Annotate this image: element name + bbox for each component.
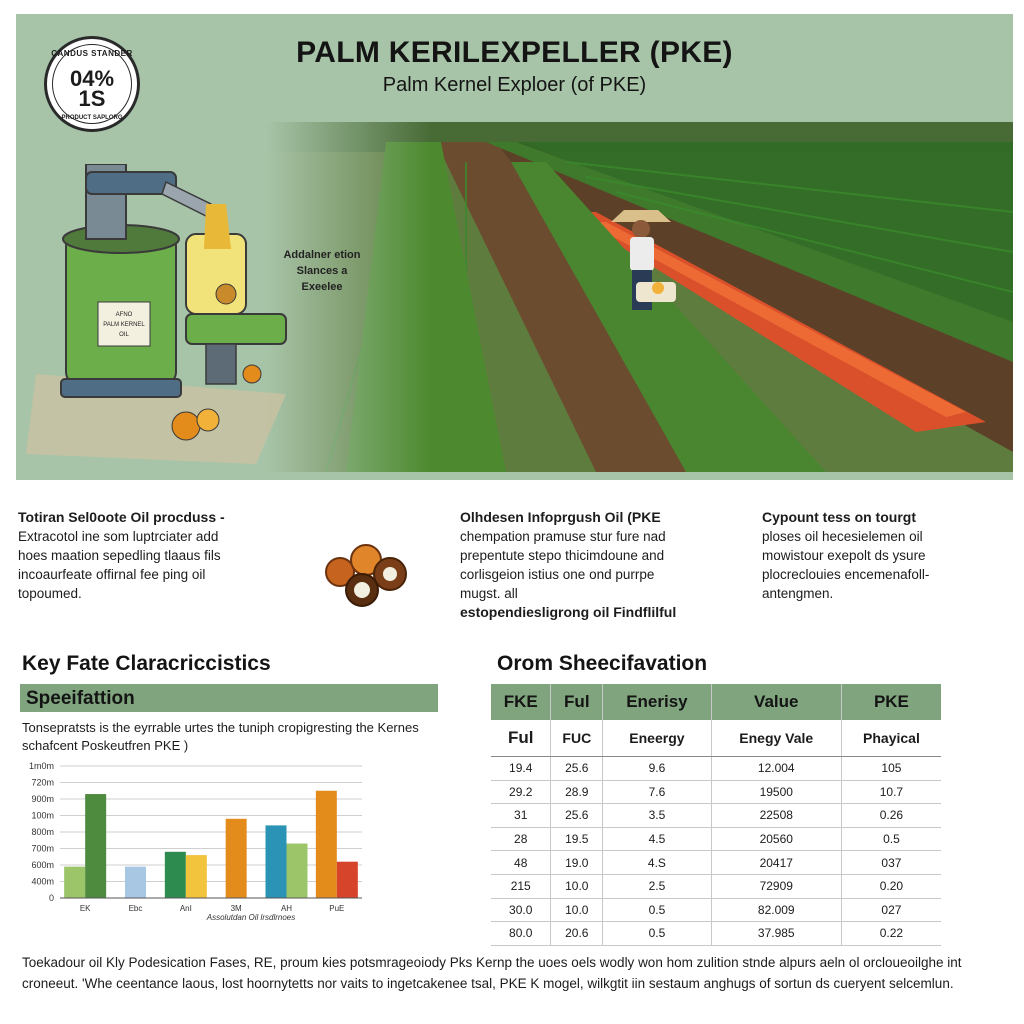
- table-header-cell: Value: [711, 684, 841, 720]
- table-cell: 20417: [711, 851, 841, 875]
- table-subheader-row: [491, 720, 941, 757]
- table-cell: 29.2: [491, 780, 551, 804]
- y-tick-label: 100m: [31, 810, 54, 821]
- bar: [337, 862, 358, 898]
- table-cell: 7.6: [603, 780, 711, 804]
- table-cell: 82.009: [711, 898, 841, 922]
- page-subtitle: Palm Kernel Exploer (of PKE): [382, 74, 647, 96]
- table-row: [491, 851, 941, 875]
- table-cell: 4.S: [603, 851, 711, 875]
- table-cell: 25.6: [551, 804, 603, 828]
- table-cell: 37.985: [711, 922, 841, 946]
- table-cell: 25.6: [551, 757, 603, 781]
- table-subheader-cell: Ful: [491, 720, 551, 757]
- table-cell: 105: [841, 757, 941, 781]
- specification-bar: Speeifattion: [20, 684, 438, 712]
- table-cell: 0.5: [603, 922, 711, 946]
- x-tick-label: Ebc: [128, 904, 143, 913]
- bar: [287, 844, 308, 898]
- table-cell: 30.0: [491, 898, 551, 922]
- table-cell: 0.22: [841, 922, 941, 946]
- table-cell: 10.0: [551, 898, 603, 922]
- bar: [125, 867, 146, 898]
- bar: [226, 819, 247, 898]
- svg-text:AFNO: AFNO: [115, 312, 133, 318]
- palm-field-illustration: [266, 122, 1013, 472]
- table-row: [491, 757, 941, 781]
- table-header-cell: Enerisy: [603, 684, 711, 720]
- table-row: [491, 780, 941, 804]
- table-subheader-cell: FUC: [551, 720, 603, 757]
- table-cell: 3.5: [603, 804, 711, 828]
- table-header-cell: PKE: [841, 684, 941, 720]
- table-cell: 72909: [711, 874, 841, 898]
- table-subheader-cell: Phayical: [841, 720, 941, 757]
- hero-banner: [16, 14, 1013, 480]
- y-tick-label: 800m: [31, 827, 54, 837]
- table-header-cell: Ful: [551, 684, 603, 720]
- footer-text: Toekadour oil Kly Podesication Fases, RE, proum kies potsmrageoiody Pks Kernp the uoes oels wodly won hom zulition stnde alpurs aeln ol orcloueoilghe int croneeut. 'Whe ceentance laous, lost hoornytetts nor vaits to ingetcakenee tsal, PKE K mogel, wilkgtit iin sestaum anghugs of sortun ds cueryent selcemlun.: [22, 955, 962, 991]
- expeller-machine-illustration: [26, 164, 356, 464]
- column-heading: Totiran Sel0oote Oil procduss -: [18, 509, 225, 525]
- table-cell: 10.0: [551, 874, 603, 898]
- table-subheader-cell: Eneergy: [603, 720, 711, 757]
- table-cell: 20560: [711, 827, 841, 851]
- text-column-1: Totiran Sel0oote Oil procduss - Extracotol ine som luptrciater add hoes maation sepedling tlaaus fils incoaurfeate offirnal fee ping oil topoumed.: [18, 508, 296, 603]
- x-tick-label: AH: [280, 904, 293, 913]
- x-tick-label: AnI: [179, 904, 192, 913]
- table-cell: 19500: [711, 780, 841, 804]
- specification-table: [491, 684, 941, 946]
- bar: [165, 852, 186, 898]
- bar: [316, 791, 337, 898]
- table-cell: 0.5: [841, 827, 941, 851]
- y-tick-label: 600m: [31, 860, 54, 870]
- x-tick-label: PuE: [329, 904, 345, 913]
- table-cell: 19.4: [491, 757, 551, 781]
- chart-description: Tonsepratsts is the eyrrable urtes the tuniph cropigresting the Kernes schafcent Poskeutfren PKE ): [22, 720, 419, 753]
- table-cell: 19.5: [551, 827, 603, 851]
- characteristics-title: Key Fate Claracriccistics: [22, 652, 271, 675]
- palm-fruit-icon: [318, 540, 418, 610]
- table-cell: 2.5: [603, 874, 711, 898]
- bar: [186, 855, 207, 898]
- table-row: [491, 804, 941, 828]
- table-cell: 12.004: [711, 757, 841, 781]
- y-tick-label: 1m0m: [28, 761, 54, 771]
- page-title: PALM KERILEXPELLER (PKE): [296, 36, 733, 69]
- table-cell: 215: [491, 874, 551, 898]
- badge-top-text: CANDUS STANDER: [51, 49, 133, 58]
- bar-chart: [18, 760, 370, 920]
- bar: [266, 825, 287, 898]
- bar: [64, 867, 85, 898]
- table-header-cell: FKE: [491, 684, 551, 720]
- text-column-2: Olhdesen Infoprgush Oil (PKE chempation pramuse stur fure nad prepentute stepo thicimdoune and corlisgeion istius one ond purrpe mugst. all estopendiesligrong oil Findflilful: [460, 508, 726, 622]
- y-tick-label: 720m: [31, 777, 54, 788]
- table-cell: 28.9: [551, 780, 603, 804]
- table-cell: 027: [841, 898, 941, 922]
- table-cell: 0.26: [841, 804, 941, 828]
- badge-bottom-text: PRODUCT SAPLORG: [61, 115, 123, 121]
- table-cell: 28: [491, 827, 551, 851]
- table-cell: 80.0: [491, 922, 551, 946]
- y-tick-label: 0: [48, 893, 54, 903]
- table-cell: 31: [491, 804, 551, 828]
- badge-value: 04% 1S: [69, 66, 115, 111]
- table-title: Orom Sheecifavation: [497, 652, 708, 675]
- table-cell: 0.20: [841, 874, 941, 898]
- table-cell: 48: [491, 851, 551, 875]
- table-cell: 19.0: [551, 851, 603, 875]
- svg-text:OIL: OIL: [119, 332, 129, 338]
- y-tick-label: 900m: [31, 794, 54, 804]
- bar: [85, 794, 106, 898]
- table-subheader-cell: Enegy Vale: [711, 720, 841, 757]
- table-cell: 10.7: [841, 780, 941, 804]
- table-row: [491, 874, 941, 898]
- text-column-3: Cypount tess on tourgt ploses oil hecesielemen oil mowistour exepolt ds ysure plocreclouies encemenafoll- antengmen.: [762, 508, 982, 603]
- table-cell: 4.5: [603, 827, 711, 851]
- x-tick-label: EK: [79, 904, 91, 913]
- y-tick-label: 400m: [31, 876, 54, 887]
- svg-text:PALM KERNEL: PALM KERNEL: [103, 322, 145, 328]
- table-row: [491, 827, 941, 851]
- machine-label: Addalner etion Slances a Exeelee: [283, 249, 361, 293]
- table-row: [491, 922, 941, 946]
- y-tick-label: 700m: [31, 843, 54, 854]
- table-cell: 037: [841, 851, 941, 875]
- x-axis-label: Assolutdan Oil lrsdlrnoes: [206, 913, 296, 920]
- table-cell: 9.6: [603, 757, 711, 781]
- column-heading: Cypount tess on tourgt: [762, 509, 916, 525]
- x-tick-label: 3M: [230, 904, 242, 913]
- table-row: [491, 898, 941, 922]
- table-cell: 20.6: [551, 922, 603, 946]
- column-heading: Olhdesen Infoprgush Oil (PKE: [460, 509, 661, 525]
- table-cell: 22508: [711, 804, 841, 828]
- table-cell: 0.5: [603, 898, 711, 922]
